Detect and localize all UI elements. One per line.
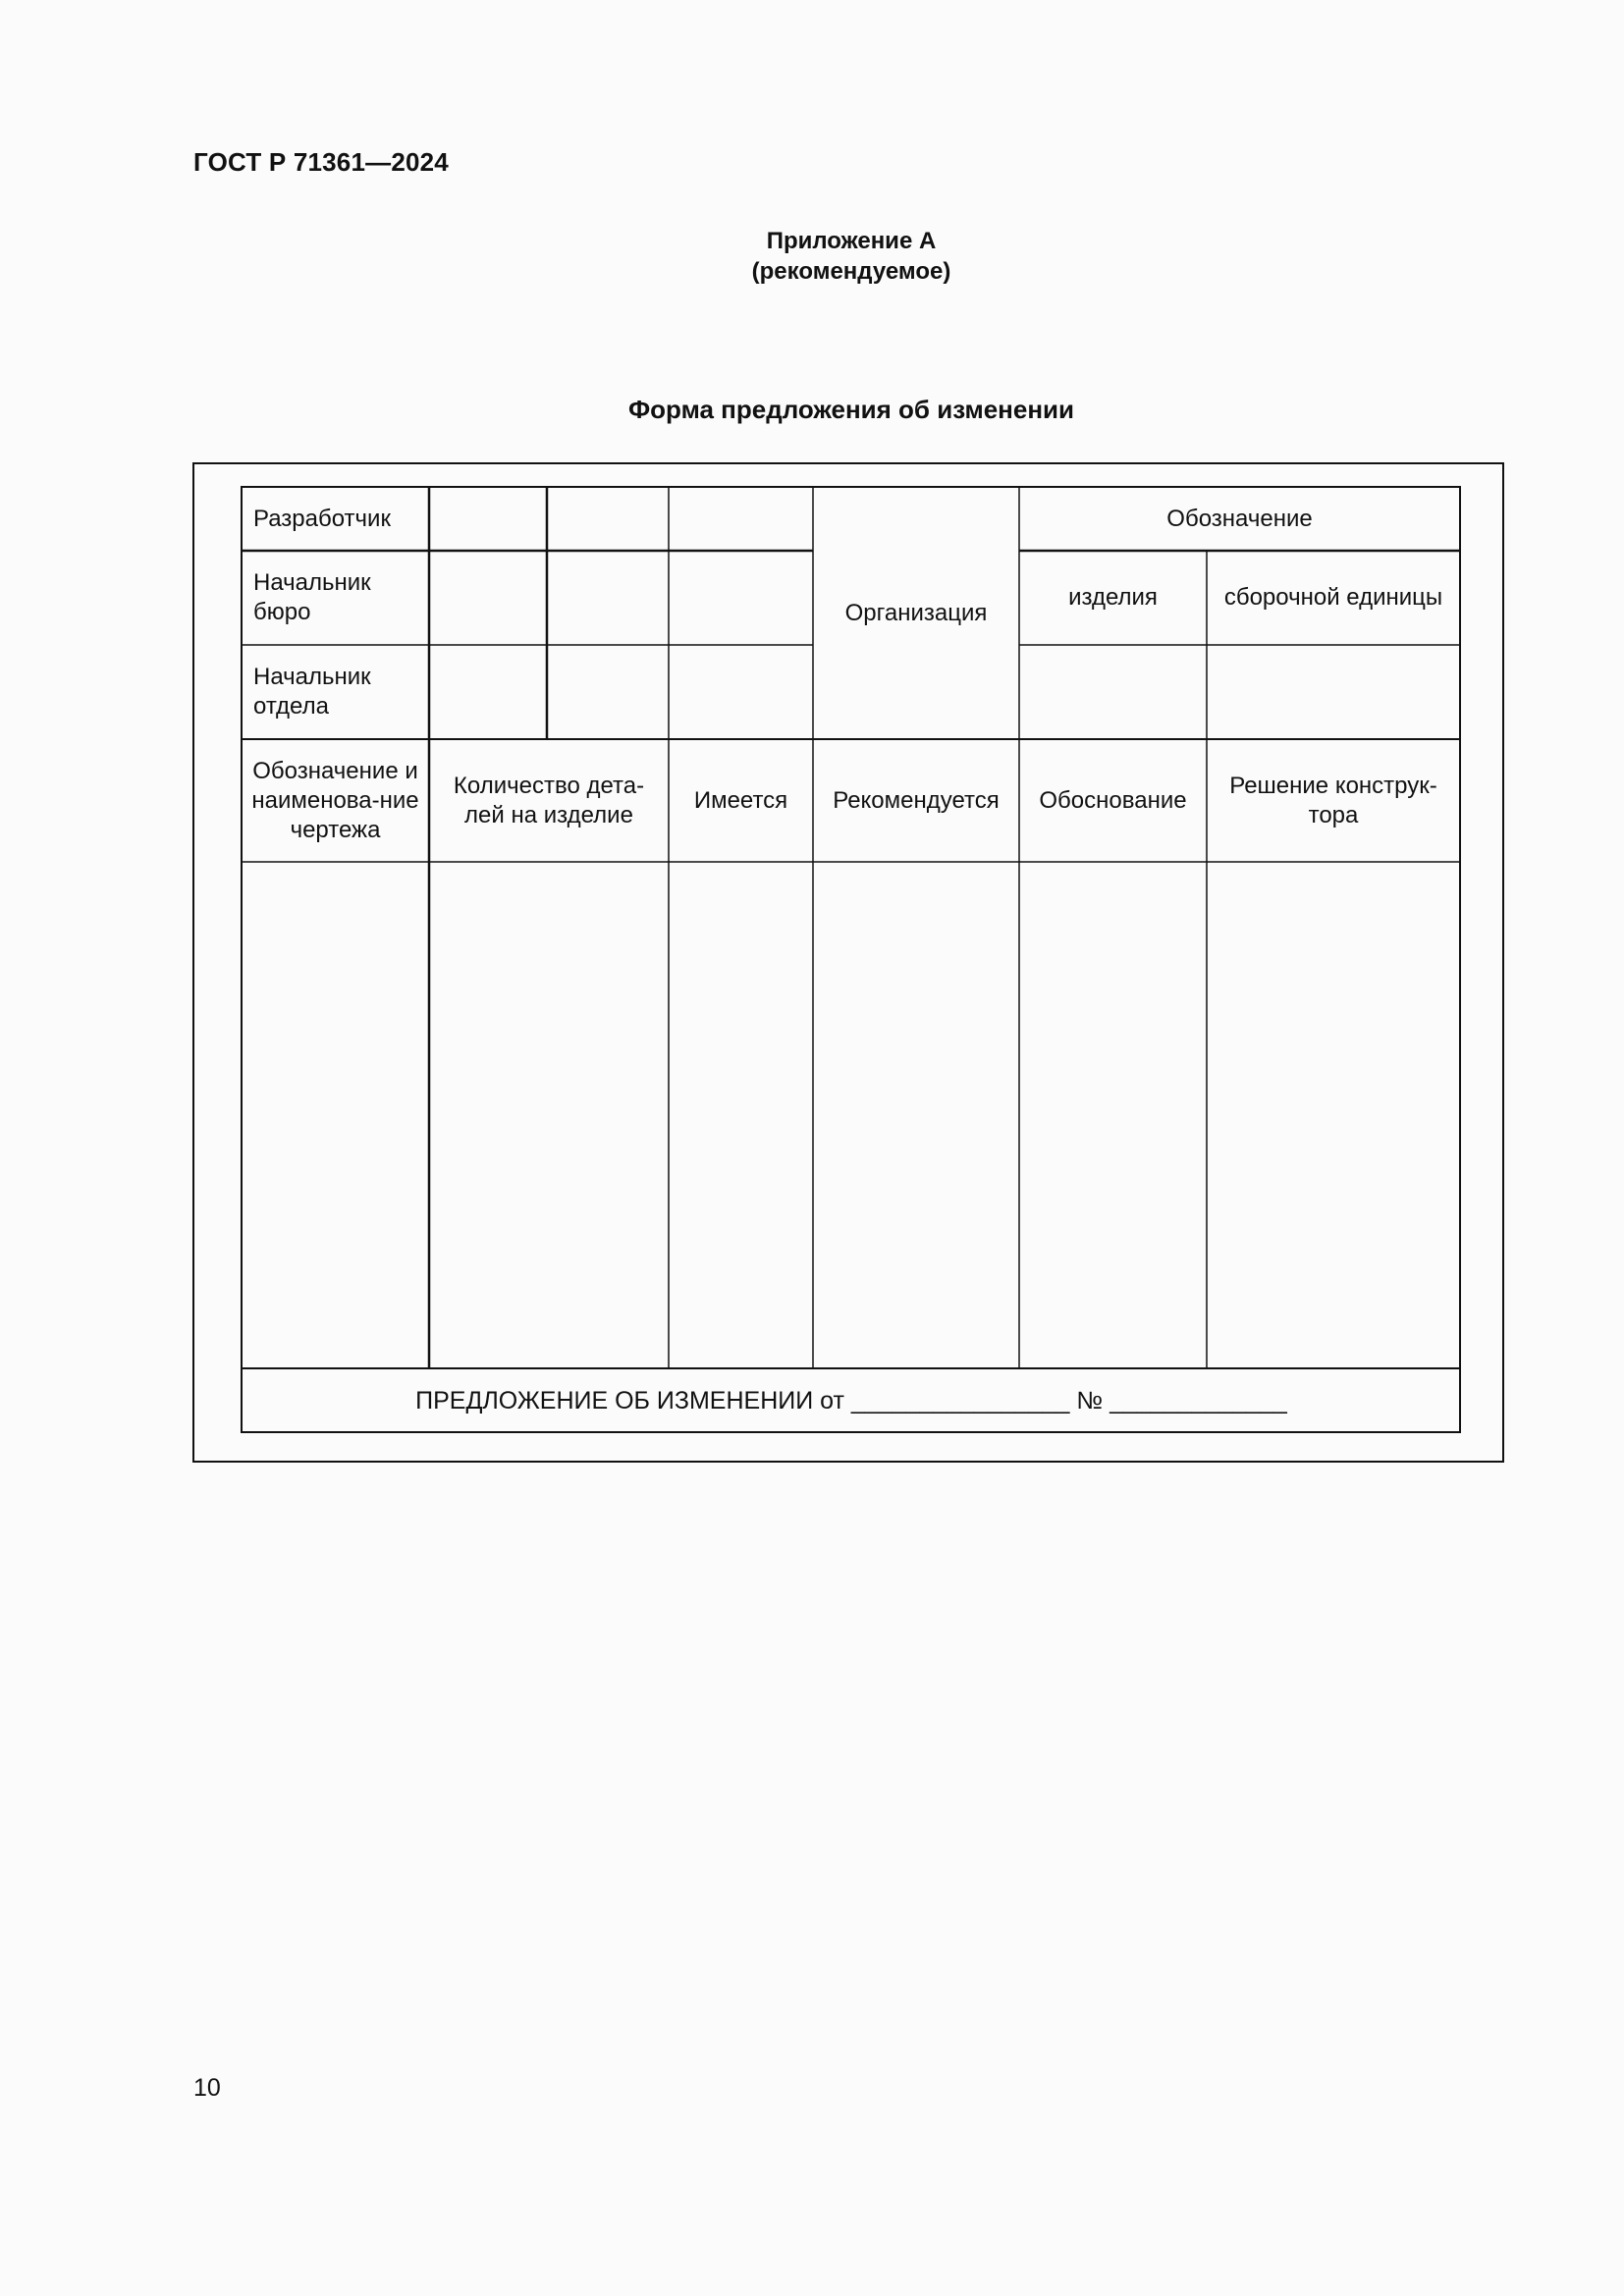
column-header-designer-decision: Решение конструк-тора — [1229, 772, 1437, 828]
column-header-drawing: Обозначение и наименова-ние чертежа — [251, 757, 419, 843]
form-title: Форма предложения об изменении — [627, 395, 1075, 424]
appendix-heading — [0, 226, 1624, 287]
column-header-quantity: Количество дета-лей на изделие — [453, 772, 645, 828]
designation-assembly-unit: сборочной единицы — [1223, 584, 1443, 611]
bureau-head-label: Начальник бюро — [253, 569, 371, 625]
organization-label: Организация — [844, 599, 988, 626]
document-code: ГОСТ Р 71361—2024 — [193, 147, 449, 177]
column-header-recommended: Рекомендуется — [833, 786, 1000, 814]
designation-header: Обозначение — [1166, 505, 1313, 532]
appendix-title: Приложение А — [766, 228, 937, 254]
designation-product: изделия — [1068, 584, 1158, 611]
page-number: 10 — [193, 2074, 221, 2102]
form-footer: ПРЕДЛОЖЕНИЕ ОБ ИЗМЕНЕНИИ от ________________ № _____________ — [415, 1387, 1287, 1415]
appendix-status: (рекомендуемое) — [751, 258, 951, 285]
department-head-label: Начальник отдела — [253, 664, 371, 720]
developer-label: Разработчик — [253, 505, 391, 532]
column-header-justification: Обоснование — [1039, 786, 1187, 814]
column-header-existing: Имеется — [693, 786, 788, 814]
